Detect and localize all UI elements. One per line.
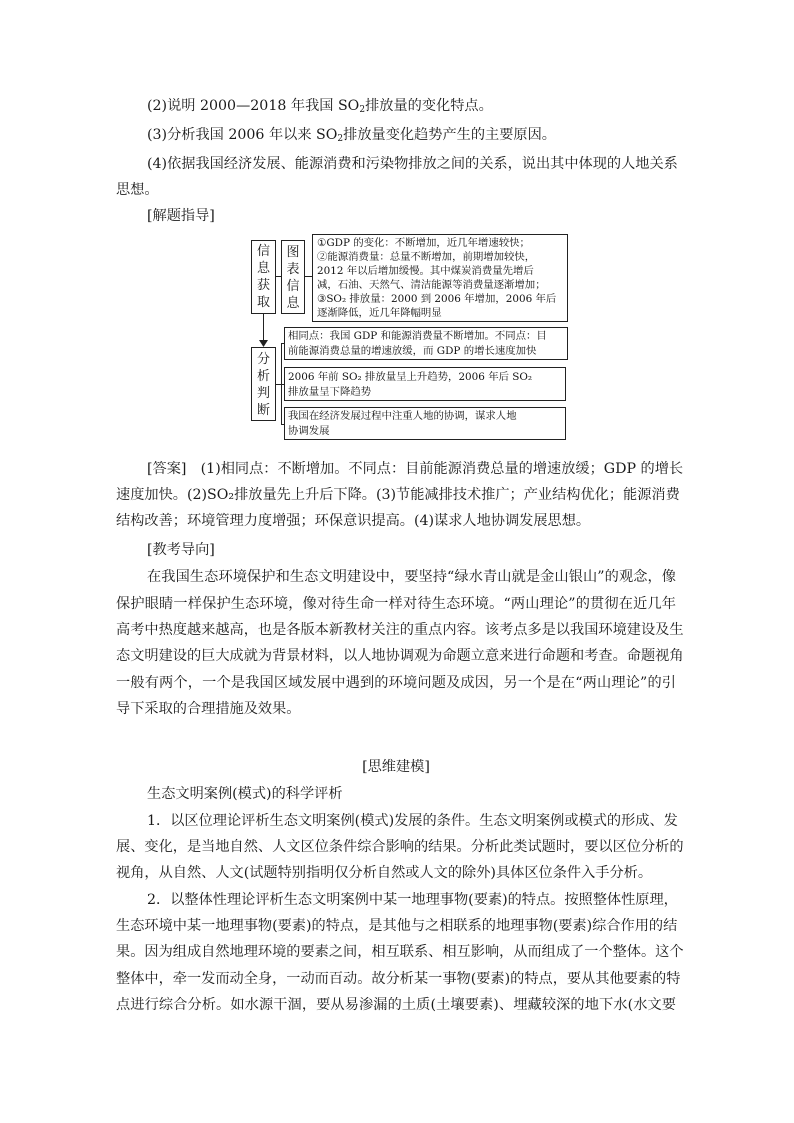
- analysis-result-box-3: [284, 407, 566, 440]
- connector-line: [305, 276, 312, 277]
- model-line: 点进行综合分析。如水源干涸，要从易渗漏的土质(土壤要素)、埋藏较深的地下水(水文要: [116, 997, 676, 1013]
- analysis-line: 相同点：我国 GDP 和能源消费量不断增加。不同点：目: [288, 330, 547, 342]
- chart-info-box: [281, 240, 305, 314]
- chart-info-label: 图 表 信 息: [286, 245, 300, 311]
- guidance-line: 保护眼睛一样保护生态环境，像对待生命一样对待生态环境。“两山理论”的贯彻在近几年: [116, 596, 676, 612]
- model-line: 1．以区位理论评析生态文明案例(模式)发展的条件。生态文明案例或模式的形成、发: [147, 813, 678, 829]
- model-title: 生态文明案例(模式)的科学评析: [147, 786, 343, 802]
- model-line: 果。因为组成自然地理环境的要素之间，相互联系、相互影响，从而组成了一个整体。这个: [116, 944, 684, 960]
- info-line: ②能源消费量：总量不断增加，前期增加较快，: [317, 251, 536, 263]
- analysis-result-box-2: [284, 367, 566, 401]
- guide-heading: [解题指导]: [147, 208, 215, 224]
- analysis-result-box-1: [284, 327, 568, 360]
- question-4-line1: (4)依据我国经济发展、能源消费和污染物排放之间的关系，说出其中体现的人地关系: [147, 156, 678, 172]
- info-line: 逐渐降低，近几年降幅明显: [317, 307, 442, 319]
- analysis-line: 2006 年前 SO₂ 排放量呈上升趋势，2006 年后 SO₂: [288, 371, 533, 383]
- info-content-box: [312, 234, 568, 322]
- model-line: 视角，从自然、人文(试题特别指明仅分析自然或人文的除外)具体区位条件入手分析。: [116, 865, 653, 881]
- model-line: 展、变化，是当地自然、人文区位条件综合影响的结果。分析此类试题时，要以区位分析的: [116, 839, 684, 855]
- model-line: 2．以整体性理论评析生态文明案例中某一地理事物(要素)的特点。按照整体性原理，: [147, 892, 678, 908]
- question-4-line2: 思想。: [116, 182, 159, 198]
- guidance-line: 导下采取的合理措施及效果。: [116, 701, 301, 717]
- question-2: (2)说明 2000—2018 年我国 $SO_2$排放量的变化特点。: [147, 98, 493, 115]
- info-obtain-box: [251, 240, 276, 314]
- analysis-judge-box: [251, 347, 276, 421]
- info-line: ①GDP 的变化：不断增加，近几年增速较快；: [317, 237, 530, 249]
- answer-line-3: 结构改善；环境管理力度增强；环保意识提高。(4)谋求人地协调发展思想。: [116, 513, 591, 529]
- question-3: (3)分析我国 2006 年以来 $SO_2$排放量变化趋势产生的主要原因。: [147, 127, 556, 144]
- analysis-line: 排放量呈下降趋势: [288, 386, 372, 398]
- info-line: 减，石油、天然气、清洁能源等消费量逐渐增加；: [317, 279, 546, 291]
- answer-line-1: [答案] (1)相同点：不断增加。不同点：目前能源消费总量的增速放缓；GDP 的增长: [147, 461, 684, 477]
- answer-line-2: 速度加快。(2)SO₂排放量先上升后下降。(3)节能减排技术推广；产业结构优化；能源消费: [116, 487, 680, 503]
- analysis-line: 我国在经济发展过程中注重人地的协调，谋求人地: [288, 410, 517, 422]
- analysis-line: 协调发展: [288, 425, 330, 437]
- down-arrow-icon: [259, 340, 268, 347]
- guidance-heading: [教考导向]: [147, 542, 215, 558]
- analysis-judge-label: 分 析 判 断: [256, 352, 270, 418]
- info-line: 2012 年以后增加缓慢。其中煤炭消费量先增后: [317, 265, 534, 277]
- model-line: 生态环境中某一地理事物(要素)的特点，是其他与之相联系的地理事物(要素)综合作用的结: [116, 918, 678, 934]
- guidance-line: 高考中热度越来越高，也是各版本新教材关注的重点内容。该考点多是以我国环境建设及生: [116, 622, 684, 638]
- info-line: ③SO₂ 排放量：2000 到 2006 年增加，2006 年后: [317, 293, 557, 305]
- guidance-line: 态文明建设的巨大成就为背景材料，以人地协调观为命题立意来进行命题和考查。命题视角: [116, 648, 684, 664]
- model-line: 整体中，牵一发而动全身，一动而百动。故分析某一事物(要素)的特点，要从其他要素的特: [116, 971, 681, 987]
- analysis-line: 前能源消费总量的增速放缓，而 GDP 的增长速度加快: [288, 345, 537, 357]
- guidance-line: 在我国生态环境保护和生态文明建设中，要坚持“绿水青山就是金山银山”的观念，像: [147, 569, 676, 585]
- guidance-line: 一般有两个，一个是我国区域发展中遇到的环境问题及成因，另一个是在“两山理论”的引: [116, 675, 676, 691]
- model-heading: [思维建模]: [362, 759, 430, 775]
- info-obtain-label: 信 息 获 取: [256, 244, 270, 310]
